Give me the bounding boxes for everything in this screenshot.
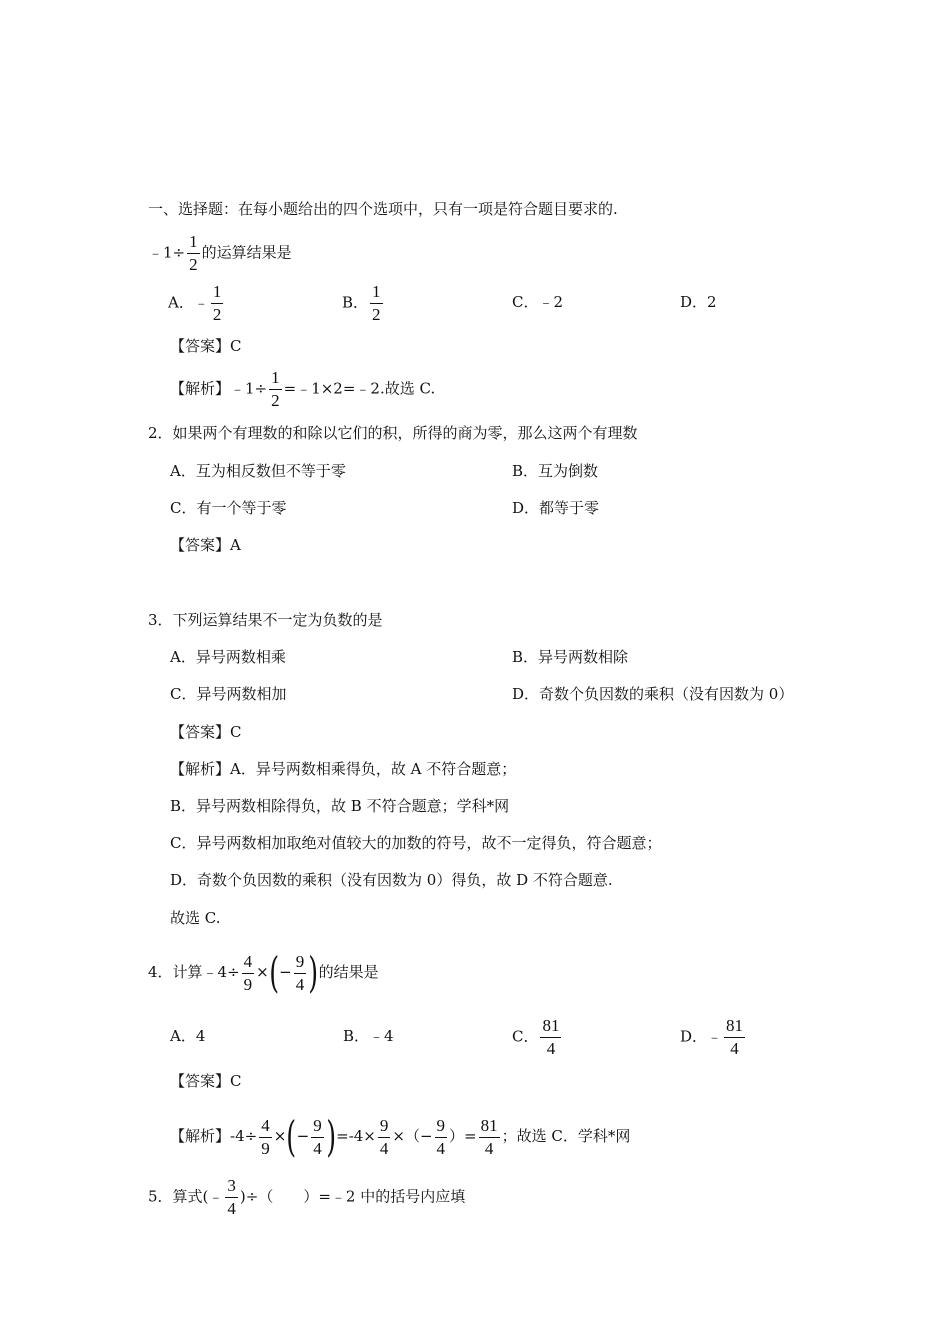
q1-analysis-fraction — [269, 368, 282, 411]
q2-option-d: D．都等于零 — [512, 499, 600, 517]
q5-stem-post: )÷（ ）=﹣2 中的括号内应填 — [239, 1187, 466, 1206]
fraction-numerator: 4 — [259, 1116, 272, 1138]
times-sign: × — [256, 963, 269, 981]
q4-option-c-fraction — [540, 1016, 561, 1059]
analysis-equals: ）= — [449, 1127, 477, 1145]
question-1-stem — [148, 232, 292, 275]
fraction-numerator: 81 — [724, 1016, 745, 1038]
fraction-numerator: 1 — [211, 282, 224, 304]
q3-option-c: C．异号两数相加 — [170, 685, 287, 703]
minus-sign: ﹣ — [193, 293, 209, 312]
q2-answer: 【答案】A — [170, 536, 241, 554]
q4-analysis-fraction-1 — [259, 1116, 272, 1159]
q4-analysis-fraction-2 — [311, 1116, 324, 1159]
right-paren: ) — [308, 948, 319, 997]
q4-option-a: A．4 — [170, 1027, 206, 1045]
q4-stem-pre: 4．计算﹣4÷ — [148, 963, 240, 981]
fraction-denominator: 2 — [372, 305, 381, 324]
q2-option-a: A．互为相反数但不等于零 — [170, 462, 346, 480]
fraction-numerator: 3 — [225, 1176, 238, 1198]
question-5-stem — [148, 1176, 465, 1219]
fraction-denominator: 9 — [261, 1138, 270, 1158]
fraction-denominator: 9 — [243, 974, 253, 994]
question-4-stem — [148, 948, 379, 996]
q4-answer: 【答案】C — [170, 1072, 242, 1090]
question-2-stem: 2．如果两个有理数的和除以它们的积，所得的商为零，那么这两个有理数 — [148, 424, 638, 442]
analysis-mid: =-4× — [336, 1127, 376, 1145]
q3-analysis-4: D．奇数个负因数的乘积（没有因数为 0）得负，故 D 不符合题意. — [170, 871, 613, 889]
q1-option-c: C．﹣2 — [512, 293, 564, 311]
q3-analysis-1: 【解析】A．异号两数相乘得负，故 A 不符合题意； — [170, 760, 517, 778]
q4-analysis — [170, 1112, 630, 1160]
q1-analysis — [170, 368, 435, 411]
left-paren: ( — [286, 1112, 297, 1161]
fraction-denominator: 4 — [730, 1039, 739, 1058]
fraction-denominator: 4 — [546, 1039, 556, 1058]
fraction-numerator: 9 — [294, 952, 307, 974]
fraction-denominator: 4 — [379, 1138, 389, 1158]
question-3-stem: 3．下列运算结果不一定为负数的是 — [148, 611, 383, 629]
q1-option-a-fraction — [211, 282, 224, 325]
q3-option-a: A．异号两数相乘 — [170, 648, 286, 666]
q4-option-d-fraction — [724, 1016, 745, 1059]
times-sign: × — [273, 1127, 287, 1145]
fraction-denominator: 2 — [189, 255, 198, 274]
right-paren: ) — [326, 1112, 336, 1161]
section-heading: 一、选择题：在每小题给出的四个选项中，只有一项是符合题目要求的. — [148, 200, 618, 218]
q3-analysis-5: 故选 C. — [170, 909, 221, 927]
q1-option-b — [342, 282, 385, 325]
q4-analysis-fraction-3 — [378, 1116, 391, 1159]
q4-option-b: B．﹣4 — [343, 1027, 394, 1045]
q3-option-d: D．奇数个负因数的乘积（没有因数为 0） — [512, 685, 794, 703]
fraction-denominator: 4 — [227, 1199, 236, 1218]
analysis-pre: 【解析】﹣1÷ — [170, 379, 268, 398]
fraction-denominator: 4 — [484, 1138, 494, 1158]
q1-option-d: D．2 — [680, 293, 717, 311]
fraction-denominator: 4 — [436, 1138, 446, 1158]
fraction-denominator: 2 — [212, 305, 222, 324]
q2-option-b: B．互为倒数 — [512, 462, 599, 480]
minus-sign: − — [279, 963, 292, 981]
q5-stem-fraction — [225, 1176, 238, 1219]
option-label: C． — [512, 1027, 539, 1046]
analysis-times: ×（− — [392, 1127, 433, 1145]
q5-stem-pre: 5．算式(﹣ — [148, 1187, 224, 1206]
minus-sign: − — [296, 1127, 310, 1145]
fraction-numerator: 81 — [540, 1016, 561, 1038]
left-paren: ( — [269, 948, 279, 997]
fraction-numerator: 9 — [311, 1116, 324, 1138]
q3-analysis-3: C．异号两数相加取绝对值较大的加数的符号，故不一定得负，符合题意； — [170, 834, 662, 852]
analysis-pre: 【解析】-4÷ — [170, 1127, 258, 1145]
fraction-numerator: 4 — [242, 952, 255, 974]
fraction-denominator: 4 — [295, 974, 305, 994]
q4-option-d — [680, 1016, 747, 1059]
option-label: A． — [168, 293, 194, 312]
fraction-numerator: 9 — [435, 1116, 448, 1138]
q4-stem-post: 的结果是 — [318, 963, 379, 981]
fraction-numerator: 1 — [269, 368, 282, 390]
option-label: D． — [680, 1027, 708, 1046]
q4-analysis-fraction-4 — [435, 1116, 448, 1159]
option-label: B． — [342, 293, 369, 312]
fraction-denominator: 2 — [271, 391, 280, 410]
q1-option-b-fraction — [370, 282, 383, 325]
q3-option-b: B．异号两数相除 — [512, 648, 629, 666]
q1-option-a — [168, 282, 225, 325]
minus-sign: ﹣ — [707, 1027, 723, 1046]
fraction-denominator: 4 — [313, 1138, 322, 1158]
q1-stem-post: 的运算结果是 — [201, 243, 292, 262]
q1-stem-fraction — [187, 232, 200, 275]
q4-stem-fraction-2 — [294, 952, 307, 995]
fraction-numerator: 9 — [378, 1116, 391, 1138]
q1-stem-pre: ﹣1÷ — [148, 243, 186, 262]
fraction-numerator: 81 — [479, 1116, 500, 1138]
analysis-post: ；故选 C．学科*网 — [501, 1127, 631, 1145]
fraction-numerator: 1 — [187, 232, 200, 254]
fraction-numerator: 1 — [370, 282, 383, 304]
q4-stem-fraction-1 — [242, 952, 255, 995]
q1-answer: 【答案】C — [170, 337, 242, 355]
q4-option-c — [512, 1016, 563, 1059]
q3-analysis-2: B．异号两数相除得负，故 B 不符合题意；学科*网 — [170, 797, 510, 815]
q4-analysis-fraction-5 — [479, 1116, 500, 1159]
q2-option-c: C．有一个等于零 — [170, 499, 287, 517]
analysis-post: =﹣1×2=﹣2.故选 C. — [283, 379, 436, 398]
q3-answer: 【答案】C — [170, 723, 242, 741]
